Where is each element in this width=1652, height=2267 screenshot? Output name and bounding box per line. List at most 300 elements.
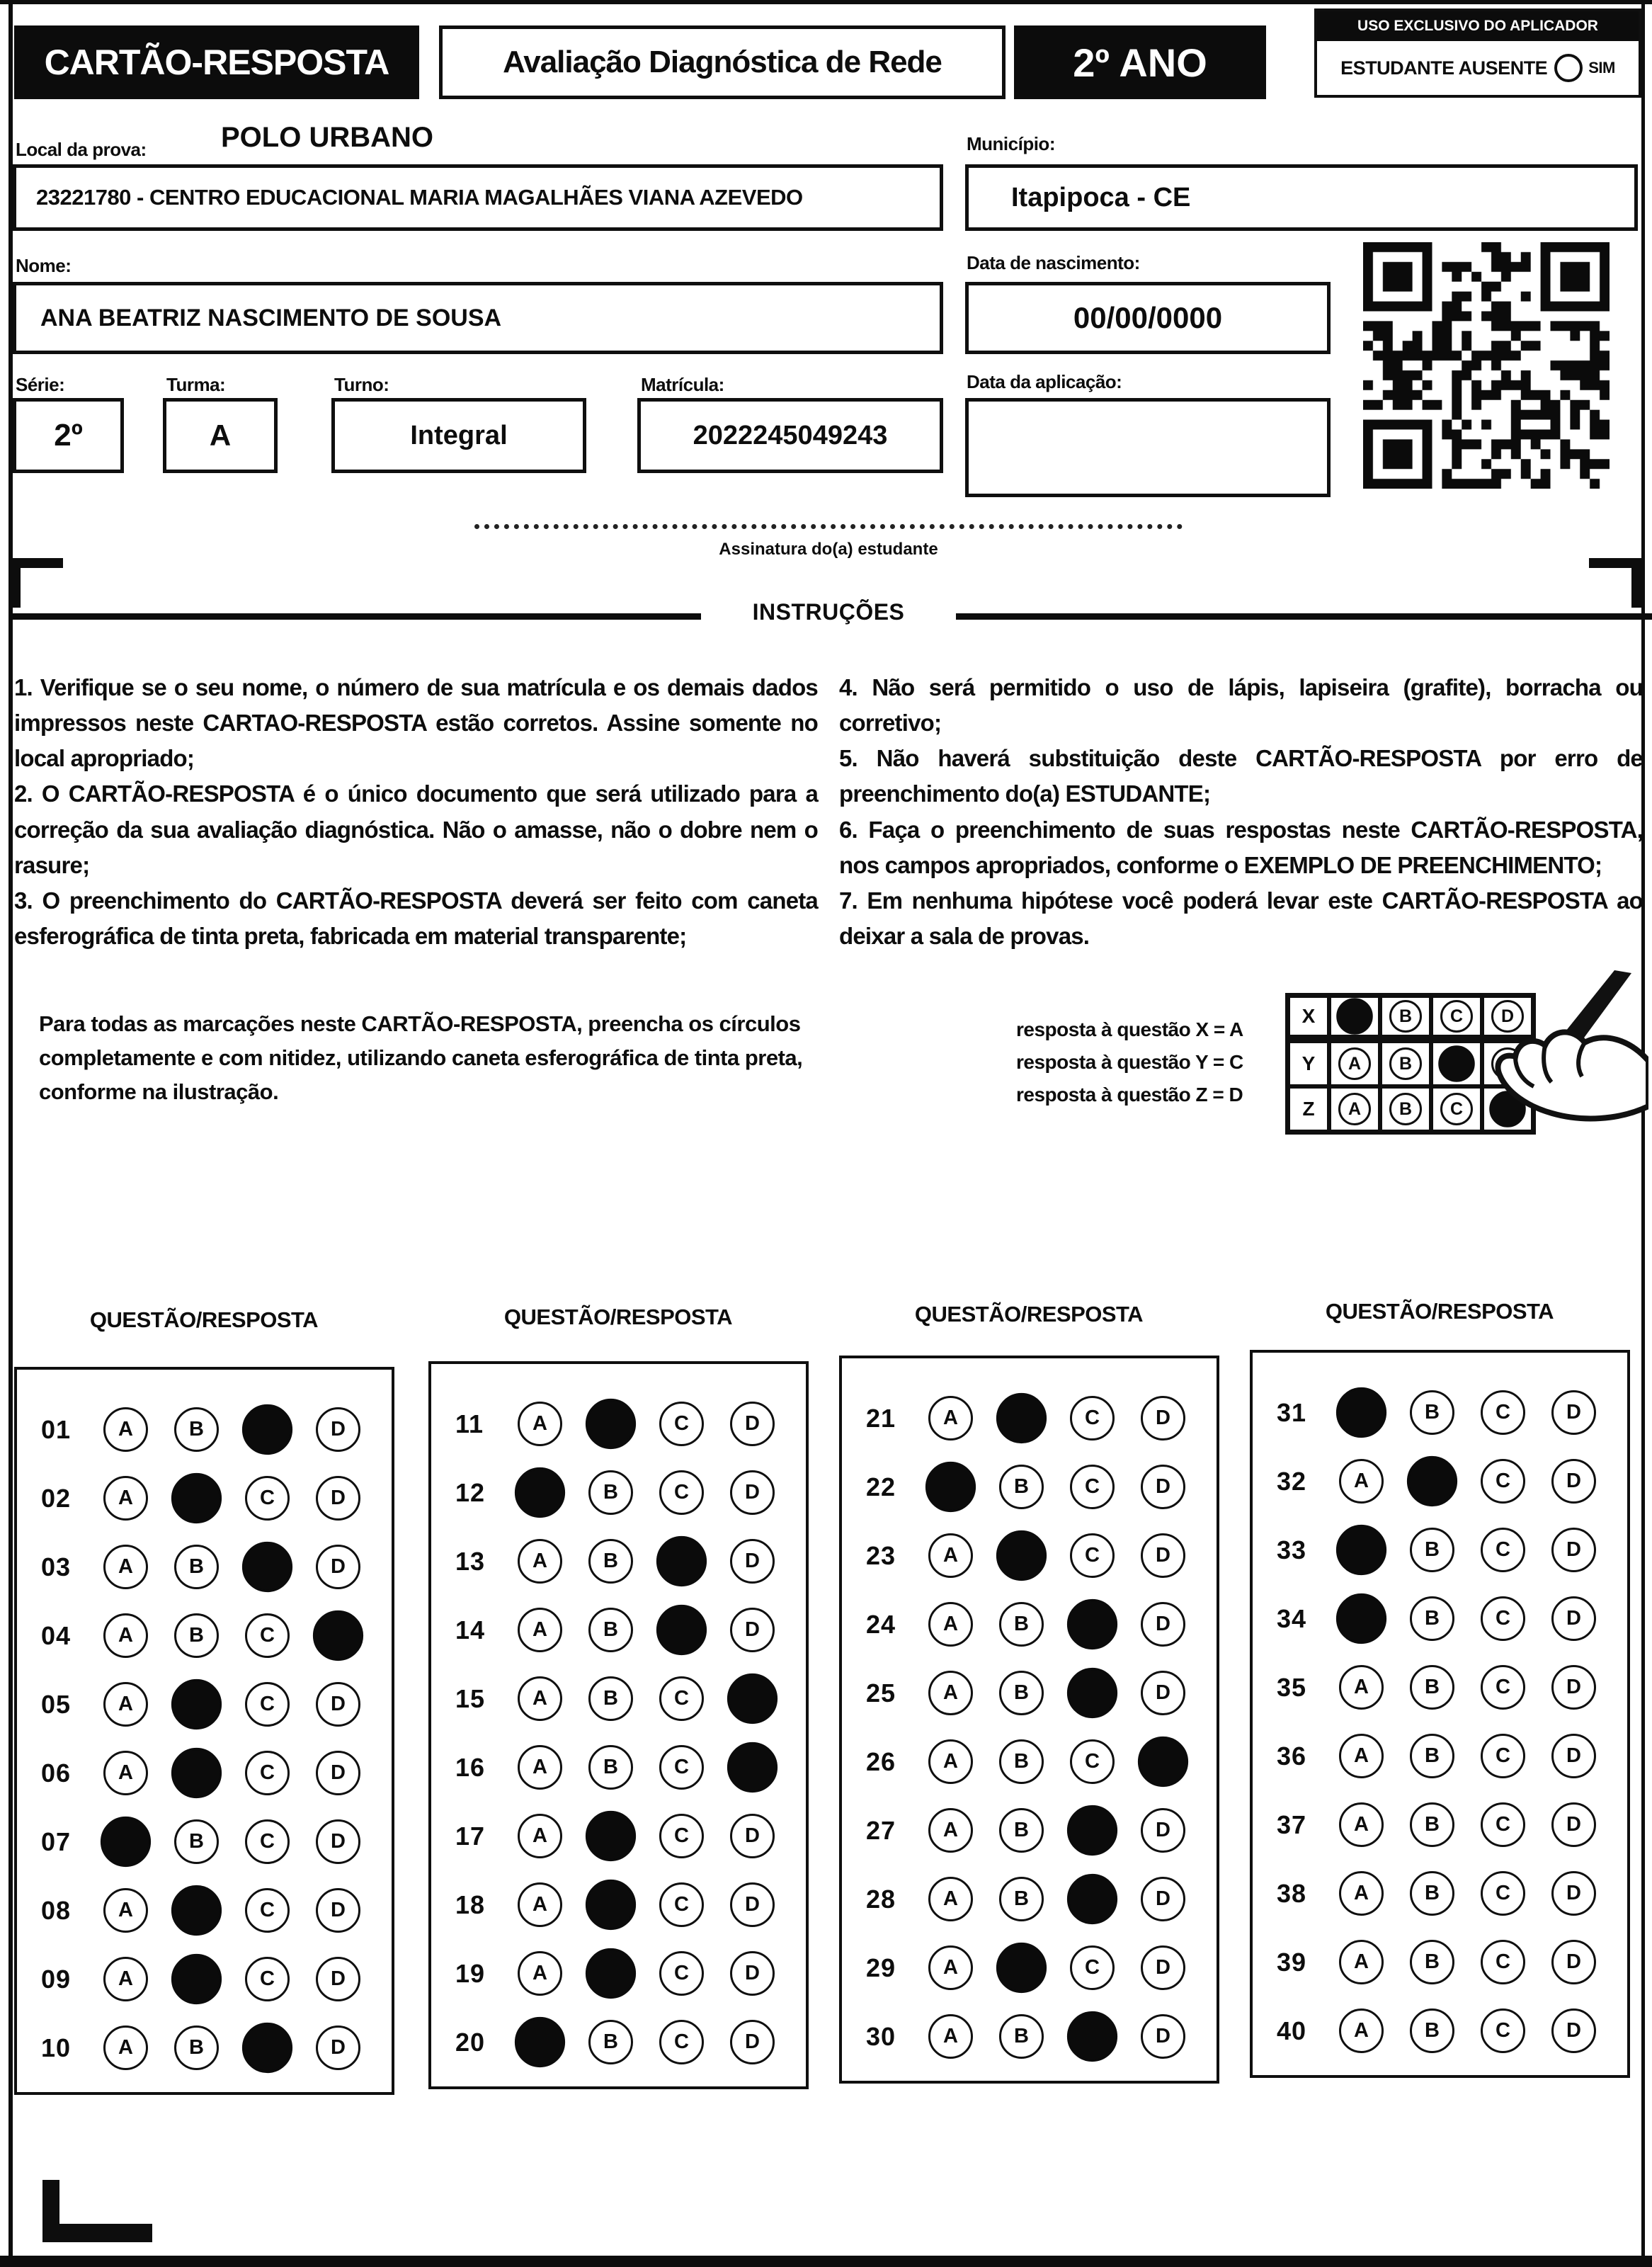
turma-label: Turma: <box>166 374 226 395</box>
question-number: 37 <box>1277 1809 1307 1839</box>
answer-bubble[interactable] <box>171 1679 222 1729</box>
answer-bubble[interactable]: A <box>518 1402 562 1446</box>
answer-bubble[interactable] <box>656 1605 707 1655</box>
question-row <box>17 1807 392 1876</box>
bubble-group <box>928 1602 1185 1647</box>
answer-bubble[interactable]: B <box>174 1545 219 1589</box>
question-row <box>17 1464 392 1533</box>
question-number: 25 <box>866 1678 896 1708</box>
answer-bubble[interactable]: D <box>316 1545 360 1589</box>
answer-bubble[interactable]: A <box>1339 1871 1384 1916</box>
answer-bubble[interactable]: A <box>103 1476 148 1521</box>
answer-bubble[interactable]: A <box>1339 2009 1384 2053</box>
question-number: 16 <box>455 1752 486 1782</box>
answer-bubble[interactable]: C <box>1481 2009 1525 2053</box>
answer-bubble[interactable]: B <box>588 1745 633 1790</box>
answer-bubble[interactable]: B <box>588 1539 633 1584</box>
answer-bubble[interactable]: D <box>1551 1596 1596 1641</box>
example-bubble[interactable]: D <box>1491 1000 1524 1033</box>
bubble-group <box>103 1476 360 1521</box>
example-bubble[interactable]: A <box>1338 1047 1371 1080</box>
answer-bubble[interactable]: D <box>730 1402 775 1446</box>
answer-bubble[interactable]: D <box>1551 1940 1596 1984</box>
answer-bubble[interactable]: C <box>1481 1596 1525 1641</box>
answer-bubble[interactable]: B <box>1410 1871 1454 1916</box>
answer-bubble[interactable]: C <box>1070 1739 1115 1784</box>
nascimento-box <box>965 282 1331 354</box>
instructions-left-column <box>14 670 818 954</box>
bubble-group <box>518 1402 775 1446</box>
answer-bubble[interactable]: D <box>1551 1802 1596 1847</box>
answer-bubble[interactable]: A <box>1339 1940 1384 1984</box>
example-grid-cell <box>1329 1041 1380 1086</box>
answer-bubble[interactable]: B <box>588 1470 633 1515</box>
answer-bubble[interactable] <box>171 1954 222 2004</box>
example-grid-cell <box>1380 1041 1431 1086</box>
answer-bubble[interactable] <box>515 2017 565 2067</box>
crop-mark-top-right <box>1589 558 1641 608</box>
bubble-group <box>928 1945 1185 1990</box>
answer-bubble[interactable]: A <box>103 1888 148 1933</box>
answer-bubble[interactable]: B <box>1410 1734 1454 1778</box>
aplicador-title: USO EXCLUSIVO DO APLICADOR <box>1317 11 1639 41</box>
answer-bubble[interactable]: A <box>103 1751 148 1795</box>
serie-value: 2º <box>54 418 83 453</box>
answer-bubble[interactable] <box>996 1530 1047 1581</box>
answer-bubble[interactable]: A <box>518 1745 562 1790</box>
answer-bubble[interactable]: D <box>1141 1396 1185 1441</box>
answer-bubble[interactable]: A <box>928 1533 973 1578</box>
answer-bubble[interactable]: D <box>1551 1390 1596 1435</box>
answer-bubble[interactable]: C <box>1481 1802 1525 1847</box>
bubble-group <box>1339 1596 1596 1641</box>
turno-label: Turno: <box>334 374 389 395</box>
answer-bubble[interactable]: A <box>928 1671 973 1715</box>
answer-bubble[interactable]: A <box>518 1951 562 1996</box>
answer-bubble[interactable]: B <box>174 1819 219 1864</box>
bubble-group <box>518 1745 775 1790</box>
answer-bubble[interactable]: C <box>245 1888 290 1933</box>
answer-bubble[interactable] <box>242 1542 292 1592</box>
question-row <box>842 1521 1217 1590</box>
answer-bubble[interactable]: C <box>1481 1528 1525 1572</box>
question-number: 08 <box>41 1895 72 1925</box>
answer-bubble[interactable]: B <box>588 2020 633 2064</box>
instruction-item: 2. O CARTÃO-RESPOSTA é o único documento que será utilizado para a correção da sua avaliação diagnóstica. Não o amasse, não o dobre nem o rasure; <box>14 780 818 878</box>
answer-bubble[interactable]: D <box>730 1951 775 1996</box>
answer-bubble[interactable]: C <box>245 1476 290 1521</box>
aplicador-box <box>1314 8 1641 98</box>
answer-bubble[interactable] <box>1336 1387 1386 1438</box>
answer-bubble[interactable] <box>925 1462 976 1512</box>
local-label: Local da prova: <box>16 139 147 160</box>
qr-code <box>1363 242 1610 489</box>
answer-bubble[interactable]: C <box>659 1951 704 1996</box>
question-number: 06 <box>41 1758 72 1788</box>
instruction-item: 4. Não será permitido o uso de lápis, lapiseira (grafite), borracha ou corretivo; <box>839 674 1643 737</box>
answer-bubble[interactable] <box>242 1404 292 1455</box>
answer-bubble[interactable]: B <box>174 1407 219 1452</box>
bubble-group <box>103 1819 360 1864</box>
answer-bubble[interactable]: C <box>1070 1465 1115 1509</box>
instruction-item: 5. Não haverá substituição deste CARTÃO-RESPOSTA por erro de preenchimento do(a) ESTUDANTE; <box>839 745 1643 807</box>
answer-bubble[interactable]: D <box>316 1751 360 1795</box>
example-row-label: X <box>1288 996 1329 1041</box>
matricula-box <box>637 398 943 473</box>
answer-bubble[interactable]: B <box>1410 1596 1454 1641</box>
question-number: 32 <box>1277 1466 1307 1496</box>
bubble-group <box>103 1545 360 1589</box>
bubble-group <box>928 1533 1185 1578</box>
answer-bubble[interactable]: B <box>999 1465 1044 1509</box>
answer-bubble[interactable]: A <box>928 1739 973 1784</box>
instructions-rule-right <box>956 613 1652 620</box>
absent-circle[interactable] <box>1554 54 1583 82</box>
answer-bubble[interactable]: A <box>518 1882 562 1927</box>
nascimento-label: Data de nascimento: <box>967 252 1140 273</box>
answer-bubble[interactable]: A <box>928 1396 973 1441</box>
answer-bubble[interactable]: D <box>730 1882 775 1927</box>
absent-yes-label: SIM <box>1588 59 1615 76</box>
answer-bubble[interactable]: D <box>730 1539 775 1584</box>
example-grid-cell <box>1380 1086 1431 1132</box>
answer-bubble[interactable]: B <box>174 2025 219 2070</box>
answer-bubble[interactable]: D <box>1551 1871 1596 1916</box>
question-row <box>1253 1996 1627 2065</box>
grade-badge: 2º ANO <box>1014 25 1266 99</box>
answer-bubble[interactable]: C <box>659 1814 704 1858</box>
answer-bubble[interactable] <box>1336 1525 1386 1575</box>
example-bubble[interactable]: A <box>1338 1093 1371 1125</box>
answer-bubble[interactable]: A <box>928 1945 973 1990</box>
question-row <box>1253 1928 1627 1996</box>
answer-bubble[interactable]: A <box>103 1682 148 1727</box>
bubble-group <box>1339 1459 1596 1504</box>
answer-bubble[interactable]: C <box>245 1751 290 1795</box>
question-number: 24 <box>866 1609 896 1639</box>
answer-bubble[interactable]: C <box>1481 1665 1525 1710</box>
question-row <box>431 1870 806 1939</box>
answers-box-31-40 <box>1250 1350 1630 2078</box>
answer-bubble[interactable]: D <box>316 1957 360 2001</box>
answer-bubble[interactable] <box>171 1885 222 1936</box>
matricula-label: Matrícula: <box>641 374 724 395</box>
local-value: POLO URBANO <box>221 122 433 153</box>
question-row <box>842 1865 1217 1933</box>
answer-bubble[interactable]: D <box>1141 1877 1185 1921</box>
answer-bubble[interactable]: A <box>1339 1802 1384 1847</box>
answer-bubble[interactable]: D <box>1141 1808 1185 1853</box>
answers-header-4: QUESTÃO/RESPOSTA <box>1325 1299 1554 1324</box>
answer-bubble[interactable]: B <box>999 1877 1044 1921</box>
question-row <box>17 1533 392 1601</box>
answer-bubble[interactable] <box>1067 1874 1117 1924</box>
answer-bubble[interactable]: D <box>730 1814 775 1858</box>
example-row-label: Z <box>1288 1086 1329 1132</box>
example-bubble[interactable]: B <box>1389 1093 1422 1125</box>
answer-bubble[interactable]: C <box>1070 1945 1115 1990</box>
answer-bubble[interactable]: D <box>1141 1671 1185 1715</box>
answer-bubble[interactable] <box>101 1817 151 1867</box>
answer-bubble[interactable]: B <box>1410 2009 1454 2053</box>
bubble-group <box>518 1470 775 1515</box>
aplicacao-label: Data da aplicação: <box>967 371 1122 392</box>
answer-bubble[interactable]: A <box>518 1539 562 1584</box>
answer-bubble[interactable]: C <box>245 1957 290 2001</box>
answer-bubble[interactable]: B <box>1410 1390 1454 1435</box>
answer-bubble[interactable]: C <box>1481 1940 1525 1984</box>
example-bubble[interactable] <box>1336 998 1373 1035</box>
bubble-group <box>103 1613 360 1658</box>
question-number: 23 <box>866 1540 896 1570</box>
question-row <box>431 1527 806 1596</box>
example-bubble[interactable]: C <box>1440 1000 1473 1033</box>
bubble-group <box>1339 1734 1596 1778</box>
question-number: 04 <box>41 1620 72 1650</box>
answer-bubble[interactable]: B <box>1410 1940 1454 1984</box>
answer-bubble[interactable]: D <box>730 1470 775 1515</box>
bubble-group <box>928 1465 1185 1509</box>
answer-bubble[interactable]: D <box>316 1819 360 1864</box>
question-row <box>1253 1516 1627 1584</box>
answer-bubble[interactable] <box>313 1610 363 1661</box>
question-row <box>17 2013 392 2082</box>
answer-bubble[interactable] <box>1407 1456 1457 1506</box>
answer-bubble[interactable]: A <box>928 1877 973 1921</box>
answer-bubble[interactable]: B <box>999 1739 1044 1784</box>
answer-bubble[interactable] <box>996 1943 1047 1993</box>
example-legend-line: resposta à questão X = A <box>1016 1018 1243 1040</box>
answer-bubble[interactable]: B <box>999 1808 1044 1853</box>
question-number: 33 <box>1277 1535 1307 1564</box>
question-number: 39 <box>1277 1947 1307 1977</box>
instructions-right-column <box>839 670 1643 954</box>
question-row <box>431 2008 806 2076</box>
answers-box-21-30 <box>839 1356 1219 2084</box>
answer-bubble[interactable]: B <box>588 1608 633 1652</box>
answer-bubble[interactable] <box>1067 1805 1117 1856</box>
absent-row <box>1317 41 1639 95</box>
answer-bubble[interactable]: C <box>659 2020 704 2064</box>
answer-bubble[interactable]: A <box>1339 1459 1384 1504</box>
answer-bubble[interactable]: D <box>1551 1734 1596 1778</box>
bubble-group <box>518 1882 775 1927</box>
instructions-title: INSTRUÇÕES <box>752 599 905 625</box>
answer-bubble[interactable]: D <box>316 2025 360 2070</box>
signature-line[interactable] <box>474 524 1183 529</box>
answer-bubble[interactable]: C <box>1070 1396 1115 1441</box>
answer-bubble[interactable]: B <box>174 1613 219 1658</box>
question-row <box>842 2002 1217 2071</box>
bubble-group <box>928 1671 1185 1715</box>
question-number: 21 <box>866 1403 896 1433</box>
answers-header-3: QUESTÃO/RESPOSTA <box>914 1302 1144 1326</box>
question-row <box>17 1395 392 1464</box>
answer-bubble[interactable]: C <box>659 1470 704 1515</box>
answer-bubble[interactable] <box>656 1536 707 1586</box>
answer-bubble[interactable] <box>1138 1737 1188 1787</box>
answer-bubble[interactable] <box>586 1399 636 1449</box>
answer-bubble[interactable] <box>727 1742 777 1792</box>
bubble-group <box>928 1808 1185 1853</box>
answer-bubble[interactable] <box>996 1393 1047 1443</box>
nascimento-value: 00/00/0000 <box>1073 301 1223 334</box>
instruction-item: 7. Em nenhuma hipótese você poderá levar este CARTÃO-RESPOSTA ao deixar a sala de provas. <box>839 887 1643 950</box>
answer-bubble[interactable]: D <box>1551 2009 1596 2053</box>
serie-box <box>13 398 124 473</box>
answer-bubble[interactable]: D <box>1141 1602 1185 1647</box>
answer-bubble[interactable]: D <box>316 1476 360 1521</box>
instruction-item: 6. Faça o preenchimento de suas respostas neste CARTÃO-RESPOSTA, nos campos apropriados, conforme o EXEMPLO DE PREENCHIMENTO; <box>839 816 1643 878</box>
answer-bubble[interactable]: D <box>730 1608 775 1652</box>
question-row <box>1253 1653 1627 1722</box>
answer-bubble[interactable]: A <box>518 1814 562 1858</box>
question-row <box>842 1384 1217 1453</box>
answer-bubble[interactable]: C <box>245 1682 290 1727</box>
answer-bubble[interactable]: D <box>730 2020 775 2064</box>
answer-bubble[interactable]: A <box>103 2025 148 2070</box>
answer-bubble[interactable]: D <box>316 1888 360 1933</box>
answer-bubble[interactable]: B <box>1410 1802 1454 1847</box>
answer-bubble[interactable]: C <box>659 1676 704 1721</box>
bubble-group <box>1339 1390 1596 1435</box>
answers-box-11-20 <box>428 1361 809 2089</box>
answer-bubble[interactable]: D <box>1141 1945 1185 1990</box>
turno-value: Integral <box>410 420 508 450</box>
answer-bubble[interactable]: C <box>245 1819 290 1864</box>
question-number: 02 <box>41 1483 72 1513</box>
answers-box-01-10 <box>14 1367 394 2095</box>
answer-bubble[interactable] <box>1067 1599 1117 1649</box>
answer-bubble[interactable] <box>586 1811 636 1861</box>
answer-bubble[interactable]: C <box>1481 1459 1525 1504</box>
answer-bubble[interactable]: D <box>1551 1459 1596 1504</box>
answer-bubble[interactable]: C <box>1481 1871 1525 1916</box>
question-row <box>842 1453 1217 1521</box>
question-row <box>431 1390 806 1458</box>
answer-bubble[interactable]: C <box>1481 1390 1525 1435</box>
bubble-group <box>518 1676 775 1721</box>
question-row <box>842 1796 1217 1865</box>
exam-title-box <box>439 25 1006 99</box>
answer-bubble[interactable]: D <box>1141 1465 1185 1509</box>
answer-bubble[interactable]: B <box>999 1602 1044 1647</box>
answer-bubble[interactable]: A <box>518 1608 562 1652</box>
bubble-group <box>518 1814 775 1858</box>
answer-bubble[interactable]: A <box>928 2014 973 2059</box>
example-bubble[interactable]: B <box>1389 1000 1422 1033</box>
bubble-group <box>518 1539 775 1584</box>
absent-label: ESTUDANTE AUSENTE <box>1340 57 1548 79</box>
answer-bubble[interactable] <box>171 1473 222 1523</box>
bubble-group <box>103 1888 360 1933</box>
answer-bubble[interactable]: D <box>316 1407 360 1452</box>
answer-bubble[interactable]: C <box>1070 1533 1115 1578</box>
municipio-label: Município: <box>967 133 1055 154</box>
question-number: 30 <box>866 2021 896 2051</box>
question-number: 29 <box>866 1953 896 1982</box>
question-number: 27 <box>866 1815 896 1845</box>
answer-bubble[interactable]: B <box>999 2014 1044 2059</box>
answer-bubble[interactable] <box>1336 1593 1386 1644</box>
answer-bubble[interactable]: A <box>103 1957 148 2001</box>
page-border-bottom <box>0 2256 1652 2267</box>
answer-bubble[interactable] <box>1067 1668 1117 1718</box>
bubble-group <box>103 2025 360 2070</box>
question-row <box>17 1876 392 1945</box>
answer-bubble[interactable]: D <box>1551 1665 1596 1710</box>
answer-bubble[interactable]: C <box>659 1745 704 1790</box>
answer-bubble[interactable]: D <box>316 1682 360 1727</box>
answer-bubble[interactable]: A <box>1339 1734 1384 1778</box>
question-row <box>17 1670 392 1739</box>
nome-box <box>13 282 943 354</box>
answer-bubble[interactable]: A <box>103 1613 148 1658</box>
question-row <box>1253 1790 1627 1859</box>
example-row-label: Y <box>1288 1041 1329 1086</box>
answer-bubble[interactable] <box>515 1467 565 1518</box>
municipio-value: Itapipoca - CE <box>1011 182 1191 212</box>
signature-caption: Assinatura do(a) estudante <box>719 540 938 559</box>
answer-bubble[interactable]: C <box>245 1613 290 1658</box>
nome-value: ANA BEATRIZ NASCIMENTO DE SOUSA <box>40 304 502 331</box>
bubble-group <box>928 2014 1185 2059</box>
answer-bubble[interactable]: D <box>1141 2014 1185 2059</box>
answer-bubble[interactable]: B <box>1410 1665 1454 1710</box>
answer-bubble[interactable] <box>1067 2011 1117 2062</box>
question-number: 09 <box>41 1964 72 1994</box>
answer-bubble[interactable]: B <box>999 1671 1044 1715</box>
question-row <box>842 1933 1217 2002</box>
answer-bubble[interactable]: C <box>659 1402 704 1446</box>
example-bubble[interactable]: B <box>1389 1047 1422 1080</box>
question-row <box>431 1802 806 1870</box>
example-bubble[interactable]: C <box>1440 1093 1473 1125</box>
answer-bubble[interactable]: A <box>103 1407 148 1452</box>
turma-box <box>163 398 278 473</box>
bubble-group <box>1339 1871 1596 1916</box>
answer-bubble[interactable]: C <box>1481 1734 1525 1778</box>
answer-bubble[interactable]: A <box>1339 1665 1384 1710</box>
school-box <box>13 164 943 231</box>
answer-bubble[interactable]: C <box>659 1882 704 1927</box>
answer-bubble[interactable]: A <box>103 1545 148 1589</box>
crop-mark-bottom-left <box>42 2180 152 2242</box>
answer-bubble[interactable]: D <box>1551 1528 1596 1572</box>
bubble-group <box>1339 1528 1596 1572</box>
answer-bubble[interactable]: B <box>1410 1528 1454 1572</box>
answer-bubble[interactable]: A <box>928 1602 973 1647</box>
answer-bubble[interactable]: D <box>1141 1533 1185 1578</box>
answer-bubble[interactable]: A <box>928 1808 973 1853</box>
example-text: Para todas as marcações neste CARTÃO-RESPOSTA, preencha os círculos completamente e com nitidez, utilizando caneta esferográfica de tinta preta, conforme na ilustração. <box>39 1011 803 1105</box>
example-legend <box>1016 1018 1243 1116</box>
answers-header-1: QUESTÃO/RESPOSTA <box>89 1307 319 1332</box>
answer-bubble[interactable] <box>586 1880 636 1930</box>
bubble-group <box>518 1951 775 1996</box>
answer-bubble[interactable] <box>727 1674 777 1724</box>
answer-bubble[interactable] <box>586 1948 636 1999</box>
question-number: 10 <box>41 2033 72 2062</box>
answer-bubble[interactable] <box>171 1748 222 1798</box>
answer-bubble[interactable]: B <box>588 1676 633 1721</box>
answer-bubble[interactable]: A <box>518 1676 562 1721</box>
question-row <box>431 1939 806 2008</box>
answer-bubble[interactable] <box>242 2023 292 2073</box>
question-number: 11 <box>455 1409 484 1438</box>
question-number: 14 <box>455 1615 486 1644</box>
question-row <box>1253 1378 1627 1447</box>
